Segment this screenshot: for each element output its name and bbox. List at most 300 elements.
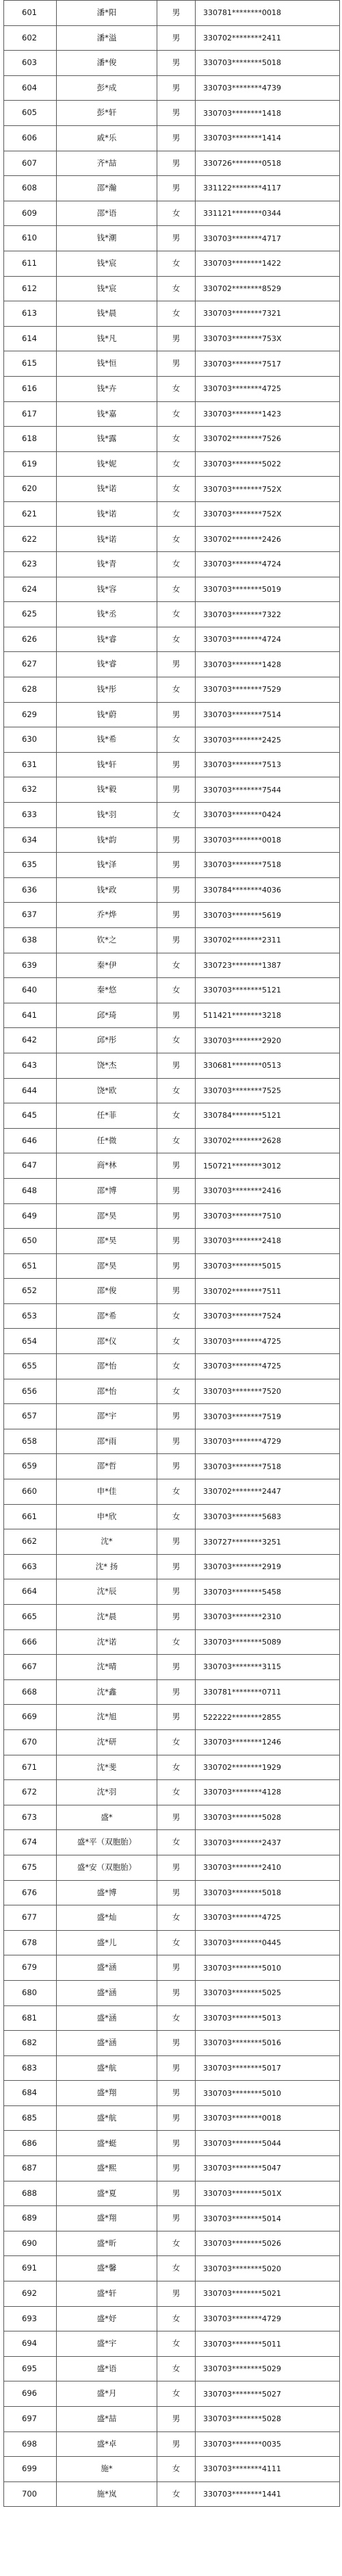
student-name-cell: 潘*溢 [57,25,157,51]
student-name-cell: 沈*研 [57,1729,157,1755]
id-number-cell: 330703********753X [196,326,340,351]
student-name-cell: 钱*恒 [57,351,157,377]
student-name-cell: 沈*晨 [57,1605,157,1630]
id-number-cell: 330703********2418 [196,1229,340,1254]
student-name-cell: 钱*羽 [57,803,157,828]
id-number-cell: 330702********2628 [196,1128,340,1153]
student-name-cell: 盛*儿 [57,1930,157,1955]
table-row [4,727,340,753]
row-number-cell: 618 [4,427,57,452]
student-name-cell: 秦*悠 [57,978,157,1003]
gender-cell: 女 [157,1629,196,1655]
student-name-cell: 邵*昊 [57,1203,157,1229]
row-number-cell: 643 [4,1053,57,1078]
table-row [4,477,340,502]
id-number-cell: 330703********5089 [196,1629,340,1655]
row-number-cell: 661 [4,1504,57,1529]
id-number-cell: 330703********7514 [196,702,340,727]
table-row [4,1203,340,1229]
student-roster-table [3,0,340,2507]
row-number-cell: 649 [4,1203,57,1229]
gender-cell: 男 [157,777,196,803]
id-number-cell: 330703********0018 [196,827,340,853]
student-name-cell: 盛*夏 [57,2181,157,2206]
id-number-cell: 330703********2920 [196,1028,340,1053]
gender-cell: 男 [157,1529,196,1555]
table-row [4,652,340,677]
row-number-cell: 688 [4,2181,57,2206]
row-number-cell: 665 [4,1605,57,1630]
table-row [4,226,340,251]
row-number-cell: 620 [4,477,57,502]
student-name-cell: 盛*语 [57,2356,157,2381]
row-number-cell: 699 [4,2457,57,2482]
gender-cell: 男 [157,2407,196,2432]
gender-cell: 女 [157,1780,196,1805]
student-name-cell: 邵*语 [57,201,157,226]
row-number-cell: 682 [4,2031,57,2056]
gender-cell: 女 [157,1905,196,1931]
table-row [4,1303,340,1329]
row-number-cell: 673 [4,1805,57,1830]
student-name-cell: 饶*欧 [57,1078,157,1103]
student-name-cell: 钱*诺 [57,477,157,502]
student-name-cell: 钱*希 [57,727,157,753]
gender-cell: 男 [157,2206,196,2231]
student-name-cell: 钱*轩 [57,752,157,777]
id-number-cell: 522222********2855 [196,1705,340,1730]
row-number-cell: 670 [4,1729,57,1755]
gender-cell: 女 [157,301,196,327]
table-row [4,1554,340,1579]
gender-cell: 男 [157,1279,196,1304]
table-row [4,1078,340,1103]
student-name-cell: 潘*俊 [57,51,157,76]
id-number-cell: 330702********7526 [196,427,340,452]
id-number-cell: 330781********0018 [196,1,340,26]
gender-cell: 男 [157,1,196,26]
student-name-cell: 钱*宸 [57,276,157,301]
row-number-cell: 662 [4,1529,57,1555]
gender-cell: 女 [157,727,196,753]
gender-cell: 男 [157,2281,196,2307]
table-row [4,827,340,853]
gender-cell: 男 [157,1880,196,1905]
gender-cell: 男 [157,1679,196,1705]
gender-cell: 男 [157,752,196,777]
id-number-cell: 330703********5011 [196,2331,340,2357]
table-row [4,151,340,176]
row-number-cell: 651 [4,1253,57,1279]
table-row [4,1504,340,1529]
student-name-cell: 邵*雨 [57,1429,157,1454]
row-number-cell: 648 [4,1178,57,1203]
row-number-cell: 639 [4,953,57,978]
id-number-cell: 330702********8529 [196,276,340,301]
gender-cell: 男 [157,1178,196,1203]
table-row [4,1103,340,1129]
table-row [4,101,340,126]
student-name-cell: 沈*辰 [57,1579,157,1605]
row-number-cell: 675 [4,1855,57,1880]
row-number-cell: 621 [4,501,57,527]
gender-cell: 男 [157,1980,196,2005]
student-name-cell: 邵*怡 [57,1379,157,1404]
row-number-cell: 613 [4,301,57,327]
row-number-cell: 617 [4,401,57,427]
id-number-cell: 330703********2310 [196,1605,340,1630]
id-number-cell: 330781********0711 [196,1679,340,1705]
gender-cell: 男 [157,1153,196,1179]
row-number-cell: 634 [4,827,57,853]
gender-cell: 男 [157,1805,196,1830]
student-name-cell: 邵*博 [57,1178,157,1203]
id-number-cell: 330703********5683 [196,1504,340,1529]
table-row [4,2231,340,2256]
table-row [4,1003,340,1028]
id-number-cell: 330703********2919 [196,1554,340,1579]
row-number-cell: 656 [4,1379,57,1404]
row-number-cell: 672 [4,1780,57,1805]
table-row [4,1128,340,1153]
table-row [4,1980,340,2005]
student-name-cell: 钱*妮 [57,451,157,477]
table-row [4,1830,340,1855]
row-number-cell: 650 [4,1229,57,1254]
id-number-cell: 330703********5019 [196,577,340,602]
gender-cell: 女 [157,1729,196,1755]
gender-cell: 男 [157,927,196,953]
row-number-cell: 689 [4,2206,57,2231]
row-number-cell: 664 [4,1579,57,1605]
id-number-cell: 330702********2426 [196,527,340,552]
student-name-cell: 盛*航 [57,2055,157,2081]
student-name-cell: 商*林 [57,1153,157,1179]
table-row [4,1705,340,1730]
student-name-cell: 邵*希 [57,1303,157,1329]
gender-cell: 女 [157,2457,196,2482]
id-number-cell: 330703********7519 [196,1404,340,1429]
student-name-cell: 盛*涵 [57,1980,157,2005]
id-number-cell: 330702********7511 [196,1279,340,1304]
student-name-cell: 沈*羽 [57,1780,157,1805]
student-name-cell: 沈*诺 [57,1629,157,1655]
id-number-cell: 330703********4725 [196,1905,340,1931]
table-row [4,1053,340,1078]
row-number-cell: 663 [4,1554,57,1579]
row-number-cell: 636 [4,877,57,903]
student-name-cell: 邵*昊 [57,1253,157,1279]
table-row [4,301,340,327]
student-name-cell: 施*岚 [57,2481,157,2507]
id-number-cell: 330703********5010 [196,2081,340,2106]
student-name-cell: 邱*彤 [57,1028,157,1053]
gender-cell: 男 [157,1554,196,1579]
table-row [4,2206,340,2231]
row-number-cell: 671 [4,1755,57,1780]
row-number-cell: 691 [4,2256,57,2281]
gender-cell: 男 [157,1429,196,1454]
table-row [4,1354,340,1379]
table-row [4,1729,340,1755]
id-number-cell: 330703********4111 [196,2457,340,2482]
id-number-cell: 330703********4717 [196,226,340,251]
gender-cell: 男 [157,326,196,351]
student-name-cell: 盛*馨 [57,2256,157,2281]
row-number-cell: 681 [4,2005,57,2031]
student-name-cell: 钱*宸 [57,251,157,276]
row-number-cell: 678 [4,1930,57,1955]
table-row [4,1454,340,1479]
gender-cell: 女 [157,201,196,226]
id-number-cell: 330703********5013 [196,2005,340,2031]
id-number-cell: 331122********4117 [196,176,340,201]
id-number-cell: 330703********4729 [196,1429,340,1454]
row-number-cell: 692 [4,2281,57,2307]
student-name-cell: 钱*潮 [57,226,157,251]
table-row [4,752,340,777]
row-number-cell: 677 [4,1905,57,1931]
row-number-cell: 605 [4,101,57,126]
id-number-cell: 330703********7544 [196,777,340,803]
gender-cell: 女 [157,677,196,703]
row-number-cell: 635 [4,853,57,878]
id-number-cell: 330784********5121 [196,1103,340,1129]
row-number-cell: 695 [4,2356,57,2381]
id-number-cell: 330703********0035 [196,2431,340,2457]
id-number-cell: 330703********4739 [196,75,340,101]
gender-cell: 男 [157,25,196,51]
id-number-cell: 330703********2425 [196,727,340,753]
row-number-cell: 642 [4,1028,57,1053]
gender-cell: 女 [157,1504,196,1529]
student-name-cell: 盛*月 [57,2381,157,2407]
id-number-cell: 330703********5018 [196,1880,340,1905]
row-number-cell: 653 [4,1303,57,1329]
id-number-cell: 330723********1387 [196,953,340,978]
row-number-cell: 685 [4,2105,57,2131]
row-number-cell: 666 [4,1629,57,1655]
gender-cell: 女 [157,401,196,427]
gender-cell: 女 [157,501,196,527]
row-number-cell: 627 [4,652,57,677]
gender-cell: 女 [157,2356,196,2381]
gender-cell: 男 [157,1605,196,1630]
table-row [4,451,340,477]
table-row [4,501,340,527]
gender-cell: 女 [157,2005,196,2031]
student-name-cell: 沈* 扬 [57,1554,157,1579]
gender-cell: 男 [157,151,196,176]
student-name-cell: 申*佳 [57,1479,157,1505]
table-row [4,627,340,652]
table-row [4,2081,340,2106]
table-row [4,2156,340,2181]
gender-cell: 女 [157,376,196,401]
table-row [4,1153,340,1179]
table-row [4,2457,340,2482]
table-row [4,777,340,803]
row-number-cell: 657 [4,1404,57,1429]
row-number-cell: 640 [4,978,57,1003]
gender-cell: 女 [157,1830,196,1855]
id-number-cell: 330703********5015 [196,1253,340,1279]
gender-cell: 男 [157,51,196,76]
student-name-cell: 钱*诺 [57,527,157,552]
gender-cell: 女 [157,527,196,552]
table-row [4,1655,340,1680]
table-row [4,1429,340,1454]
table-row [4,2131,340,2156]
student-name-cell: 钱*青 [57,552,157,577]
table-row [4,2481,340,2507]
gender-cell: 男 [157,1655,196,1680]
id-number-cell: 330703********4724 [196,627,340,652]
gender-cell: 女 [157,978,196,1003]
table-row [4,2431,340,2457]
row-number-cell: 633 [4,803,57,828]
row-number-cell: 610 [4,226,57,251]
table-row [4,2306,340,2331]
id-number-cell: 330703********752X [196,501,340,527]
gender-cell: 女 [157,627,196,652]
gender-cell: 女 [157,477,196,502]
gender-cell: 女 [157,2381,196,2407]
student-name-cell: 盛*安（双胞胎） [57,1855,157,1880]
row-number-cell: 637 [4,903,57,928]
row-number-cell: 614 [4,326,57,351]
gender-cell: 男 [157,2181,196,2206]
student-name-cell: 盛*翔 [57,2081,157,2106]
student-name-cell: 潘*阳 [57,1,157,26]
gender-cell: 男 [157,2105,196,2131]
table-row [4,201,340,226]
student-name-cell: 盛*博 [57,1880,157,1905]
id-number-cell: 330703********1422 [196,251,340,276]
table-row [4,2055,340,2081]
row-number-cell: 604 [4,75,57,101]
table-row [4,251,340,276]
id-number-cell: 330784********4036 [196,877,340,903]
id-number-cell: 330703********5027 [196,2381,340,2407]
table-row [4,1479,340,1505]
id-number-cell: 511421********3218 [196,1003,340,1028]
id-number-cell: 330703********5022 [196,451,340,477]
student-name-cell: 邵*瀚 [57,176,157,201]
student-name-cell: 钱*政 [57,877,157,903]
table-row [4,877,340,903]
row-number-cell: 629 [4,702,57,727]
table-row [4,75,340,101]
id-number-cell: 330703********4729 [196,2306,340,2331]
row-number-cell: 652 [4,1279,57,1304]
gender-cell: 女 [157,1755,196,1780]
student-name-cell: 盛*喆 [57,2407,157,2432]
id-number-cell: 330702********2311 [196,927,340,953]
table-row [4,1,340,26]
id-number-cell: 330703********5018 [196,51,340,76]
student-name-cell: 钱*毅 [57,777,157,803]
row-number-cell: 623 [4,552,57,577]
student-name-cell: 钱*容 [57,577,157,602]
gender-cell: 男 [157,1053,196,1078]
table-row [4,376,340,401]
id-number-cell: 330703********1428 [196,652,340,677]
student-name-cell: 沈*鑫 [57,1679,157,1705]
id-number-cell: 330703********5619 [196,903,340,928]
id-number-cell: 330727********3251 [196,1529,340,1555]
student-name-cell: 盛*妤 [57,2306,157,2331]
row-number-cell: 658 [4,1429,57,1454]
student-name-cell: 钱*晨 [57,301,157,327]
gender-cell: 女 [157,1379,196,1404]
student-name-cell: 邵*昊 [57,1229,157,1254]
id-number-cell: 330703********0018 [196,2105,340,2131]
student-name-cell: 钱*泽 [57,853,157,878]
table-row [4,927,340,953]
row-number-cell: 644 [4,1078,57,1103]
id-number-cell: 330703********5014 [196,2206,340,2231]
id-number-cell: 150721********3012 [196,1153,340,1179]
row-number-cell: 694 [4,2331,57,2357]
gender-cell: 男 [157,1229,196,1254]
student-name-cell: 钦*之 [57,927,157,953]
gender-cell: 男 [157,2081,196,2106]
id-number-cell: 330703********7321 [196,301,340,327]
row-number-cell: 601 [4,1,57,26]
id-number-cell: 330703********4725 [196,1329,340,1354]
gender-cell: 男 [157,1454,196,1479]
gender-cell: 女 [157,552,196,577]
student-name-cell: 盛*宇 [57,2331,157,2357]
table-row [4,427,340,452]
student-name-cell: 饶*杰 [57,1053,157,1078]
row-number-cell: 683 [4,2055,57,2081]
student-name-cell: 邱*琦 [57,1003,157,1028]
id-number-cell: 330703********5028 [196,2407,340,2432]
gender-cell: 男 [157,652,196,677]
student-name-cell: 沈*旭 [57,1705,157,1730]
table-row [4,1229,340,1254]
student-name-cell: 钱*凡 [57,326,157,351]
gender-cell: 女 [157,803,196,828]
id-number-cell: 330703********5026 [196,2231,340,2256]
row-number-cell: 606 [4,125,57,151]
gender-cell: 女 [157,451,196,477]
row-number-cell: 631 [4,752,57,777]
table-row [4,276,340,301]
student-name-cell: 沈*斐 [57,1755,157,1780]
table-row [4,1404,340,1429]
row-number-cell: 608 [4,176,57,201]
row-number-cell: 655 [4,1354,57,1379]
student-name-cell: 沈*晴 [57,1655,157,1680]
table-row [4,1679,340,1705]
id-number-cell: 330703********7525 [196,1078,340,1103]
row-number-cell: 641 [4,1003,57,1028]
student-name-cell: 盛*灿 [57,1905,157,1931]
table-row [4,702,340,727]
id-number-cell: 330681********0513 [196,1053,340,1078]
table-row [4,2356,340,2381]
id-number-cell: 330703********4725 [196,1354,340,1379]
student-name-cell: 邵*哲 [57,1454,157,1479]
gender-cell: 男 [157,351,196,377]
student-name-cell: 乔*烨 [57,903,157,928]
student-name-cell: 戚*乐 [57,125,157,151]
student-name-cell: 钱*睿 [57,652,157,677]
id-number-cell: 330703********7518 [196,853,340,878]
